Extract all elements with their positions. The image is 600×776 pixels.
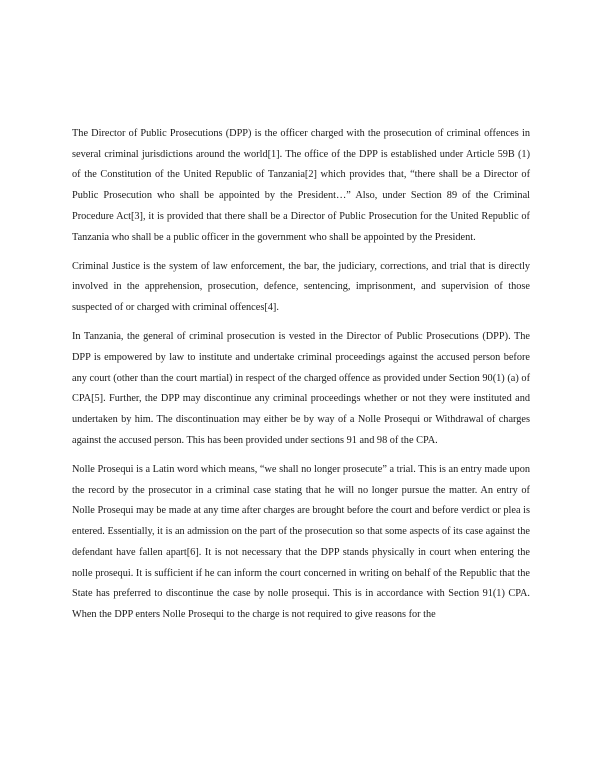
paragraph-dpp-definition: The Director of Public Prosecutions (DPP) is the officer charged with the prosecution of criminal offences in several criminal jurisdictions around the world[1]. The office of the DPP is established under Article 59B (1) of the Constitution of the United Republic of Tanzania[2] which provides that, “there shall be a Director of Public Prosecution who shall be appointed by the President…” Also, under Section 89 of the Criminal Procedure Act[3], it is provided that there shall be a Director of Public Prosecution for the United Republic of Tanzania who shall be a public officer in the government who shall be appointed by the President. [72, 128, 530, 243]
paragraph-criminal-justice: Criminal Justice is the system of law enforcement, the bar, the judiciary, corrections, and trial that is directly involved in the apprehension, prosecution, defence, sentencing, imprisonment, and supervision of those suspected of or charged with criminal offences[4]. [72, 260, 530, 314]
paragraph-prosecution-in-tanzania: In Tanzania, the general of criminal prosecution is vested in the Director of Public Prosecutions (DPP). The DPP is empowered by law to institute and undertake criminal proceedings against the accused person before any court (other than the court martial) in respect of the charged offence as provided under Section 90(1) (a) of CPA[5]. Further, the DPP may discontinue any criminal proceedings whether or not they were instituted and undertaken by him. The discontinuation may either be by way of a Nolle Prosequi or Withdrawal of charges against the accused person. This has been provided under sections 91 and 98 of the CPA. [72, 331, 530, 446]
document-page [72, 124, 530, 634]
paragraph-nolle-prosequi: Nolle Prosequi is a Latin word which means, “we shall no longer prosecute” a trial. This is an entry made upon the record by the prosecutor in a criminal case stating that he will no longer pursue the matter. An entry of Nolle Prosequi may be made at any time after charges are brought before the court and before verdict or plea is entered. Essentially, it is an admission on the part of the prosecution so that some aspects of its case against the defendant have fallen apart[6]. It is not necessary that the DPP stands physically in court when entering the nolle prosequi. It is sufficient if he can inform the court concerned in writing on behalf of the Republic that the State has preferred to discontinue the case by nolle prosequi. This is in accordance with Section 91(1) CPA. When the DPP enters Nolle Prosequi to the charge is not required to give reasons for the [72, 464, 530, 620]
